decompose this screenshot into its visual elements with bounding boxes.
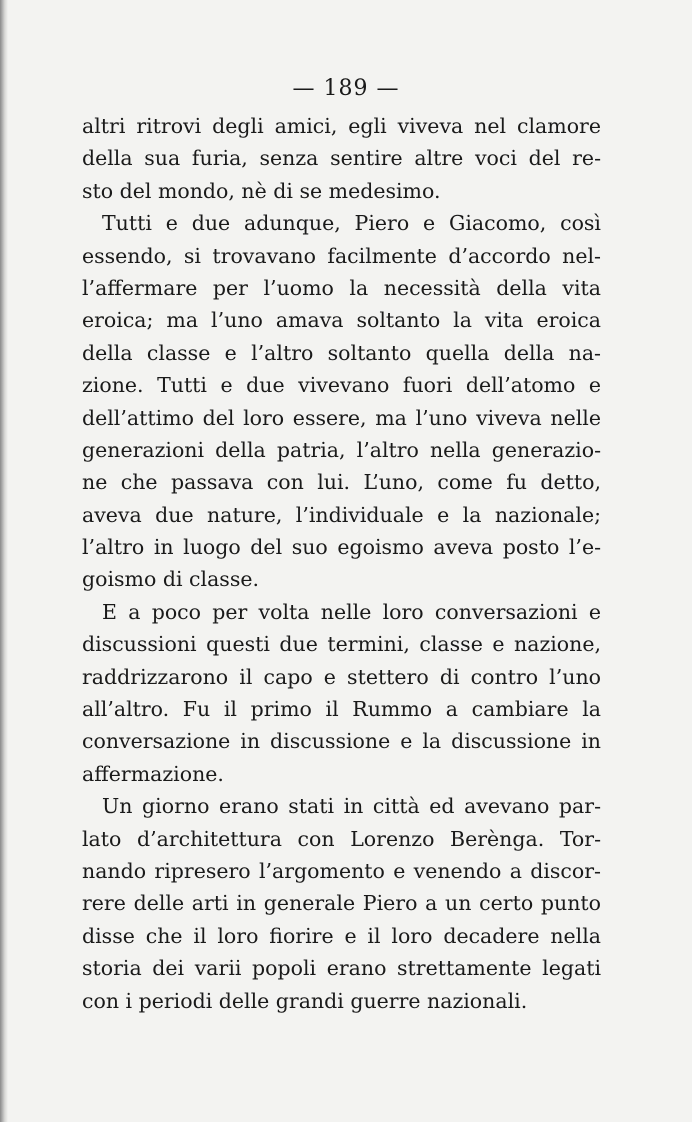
text-line: dell’attimo del loro essere, ma l’uno viveva nelle [82,405,601,430]
page-number: — 189 — [292,76,400,101]
text-line: affermazione. [82,761,224,786]
text-line: della classe e l’altro soltanto quella della na- [82,340,601,365]
text-line: eroica; ma l’uno amava soltanto la vita eroica [82,308,601,333]
text-line: nando ripresero l’argomento e venendo a discor- [82,858,601,883]
text-line: E a poco per volta nelle loro conversazioni e [102,599,601,624]
text-line: generazioni della patria, l’altro nella generazio- [82,437,601,462]
text-line: raddrizzarono il capo e stettero di contro l’uno [82,664,601,689]
text-line: essendo, si trovavano facilmente d’accordo nel- [82,243,601,268]
text-line: disse che il loro fiorire e il loro decadere nella [82,923,601,948]
body-text [82,110,601,1017]
text-line: con i periodi delle grandi guerre nazionali. [82,988,528,1013]
text-line: della sua furia, senza sentire altre voci del re- [82,146,601,171]
text-line: goismo di classe. [82,567,259,592]
text-line: altri ritrovi degli amici, egli viveva nel clamore [82,114,601,138]
text-line: zione. Tutti e due vivevano fuori dell’atomo e [82,373,601,398]
text-line: storia dei varii popoli erano strettamente legati [82,956,601,981]
text-line: Tutti e due adunque, Piero e Giacomo, così [102,211,601,236]
text-line: aveva due nature, l’individuale e la nazionale; [82,502,601,527]
text-line: all’altro. Fu il primo il Rummo a cambiare la [82,697,601,722]
text-line: Un giorno erano stati in città ed avevano par- [102,794,601,819]
text-line: ne che passava con lui. L’uno, come fu detto, [82,470,601,495]
text-line: l’affermare per l’uomo la necessità della vita [82,275,601,300]
text-line: lato d’architettura con Lorenzo Berènga. Tor- [82,826,601,851]
text-line: conversazione in discussione e la discussione in [82,729,601,754]
page-binding-edge [0,0,8,1122]
text-line: discussioni questi due termini, classe e nazione, [82,632,601,657]
text-line: l’altro in luogo del suo egoismo aveva posto l’e- [82,535,601,560]
text-line: sto del mondo, nè di se medesimo. [82,178,441,203]
text-line: rere delle arti in generale Piero a un certo punto [82,891,601,916]
